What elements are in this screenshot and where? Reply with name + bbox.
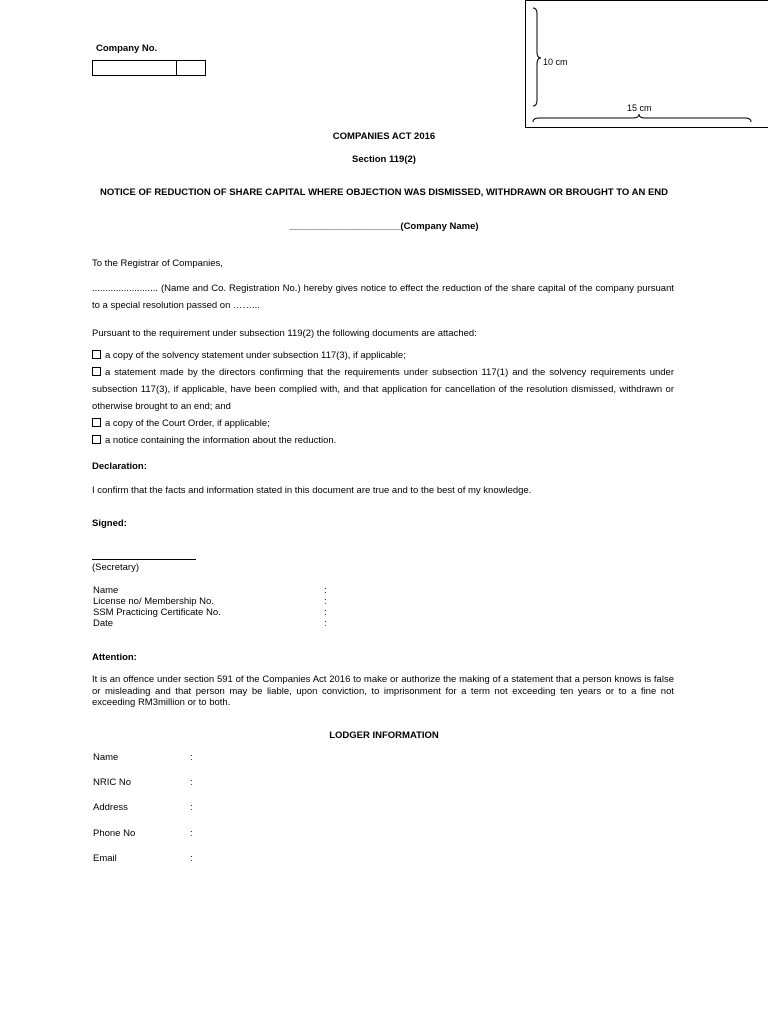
field-colon: : [324,596,327,607]
registrar-salutation: To the Registrar of Companies, [92,258,223,269]
checklist-item-text: a notice containing the information about the reduction. [105,435,337,446]
height-dimension-label: 10 cm [543,57,568,67]
section-title: Section 119(2) [352,154,416,165]
secretary-label: (Secretary) [92,562,139,573]
declaration-field-name: Name [93,585,119,596]
checklist-item [92,364,674,415]
lodger-field-nric: NRIC No [93,777,132,788]
lodger-colon: : [190,777,193,788]
checklist-item [92,432,674,449]
notice-title: NOTICE OF REDUCTION OF SHARE CAPITAL WHERE OBJECTION WAS DISMISSED, WITHDRAWN OR BROUGHT TO AN END [99,187,669,198]
company-no-field[interactable] [92,60,206,76]
checkbox-icon[interactable] [92,367,101,376]
checkbox-icon[interactable] [92,418,101,427]
width-dimension-label: 15 cm [627,103,652,113]
declaration-field-license: License no/ Membership No. [93,596,214,607]
checklist-item-text: a copy of the solvency statement under subsection 117(3), if applicable; [105,350,406,361]
checklist-item [92,347,674,364]
pursuant-paragraph: Pursuant to the requirement under subsection 119(2) the following documents are attached: [92,328,477,339]
lodger-field-address: Address [93,802,128,813]
attention-label: Attention: [92,652,137,663]
signature-line[interactable] [92,559,196,560]
document-checklist [92,347,674,449]
declaration-field-ssm-certificate: SSM Practicing Certificate No. [93,607,221,618]
intro-paragraph: ......................... (Name and Co. Registration No.) hereby gives notice to effect the reduction of the share capital of the company pursuant to a special resolution passed on ……... [92,283,674,311]
field-colon: : [324,607,327,618]
checklist-item-text: a statement made by the directors confirming that the requirements under subsection 117(1) and the solvency requirements under subsection 117(3), if applicable, have been complied with, and that application for cancellation of the resolution dismissed, withdrawn or otherwise brought to an end; and [92,367,674,412]
checkbox-icon[interactable] [92,435,101,444]
field-colon: : [324,585,327,596]
horizontal-brace [533,114,751,122]
declaration-field-date: Date [93,618,114,629]
act-title: COMPANIES ACT 2016 [332,131,436,142]
checklist-item-text: a copy of the Court Order, if applicable; [105,418,270,429]
lodger-field-phone: Phone No [93,828,136,839]
field-colon: : [324,618,327,629]
lodger-information-title: LODGER INFORMATION [329,730,439,741]
checklist-item [92,415,674,432]
lodger-colon: : [190,802,193,813]
declaration-label: Declaration: [92,461,147,472]
attention-text: It is an offence under section 591 of the Companies Act 2016 to make or authorize the making of a statement that a person knows is false or misleading and that person may be liable, upon conviction, to imprisonment for a term not exceeding ten years or to a fine not exceeding RM3million or to both. [92,674,674,708]
company-no-label: Company No. [96,43,158,54]
checkbox-icon[interactable] [92,350,101,359]
lodger-field-name: Name [93,752,119,763]
company-no-divider [176,61,177,75]
lodger-field-email: Email [93,853,117,864]
lodger-colon: : [190,828,193,839]
signed-label: Signed: [92,518,127,529]
vertical-brace [533,8,541,106]
company-name-line: _____________________(Company Name) [289,221,479,232]
declaration-text: I confirm that the facts and information stated in this document are true and to the best of my knowledge. [92,485,532,496]
lodger-colon: : [190,752,193,763]
lodger-colon: : [190,853,193,864]
